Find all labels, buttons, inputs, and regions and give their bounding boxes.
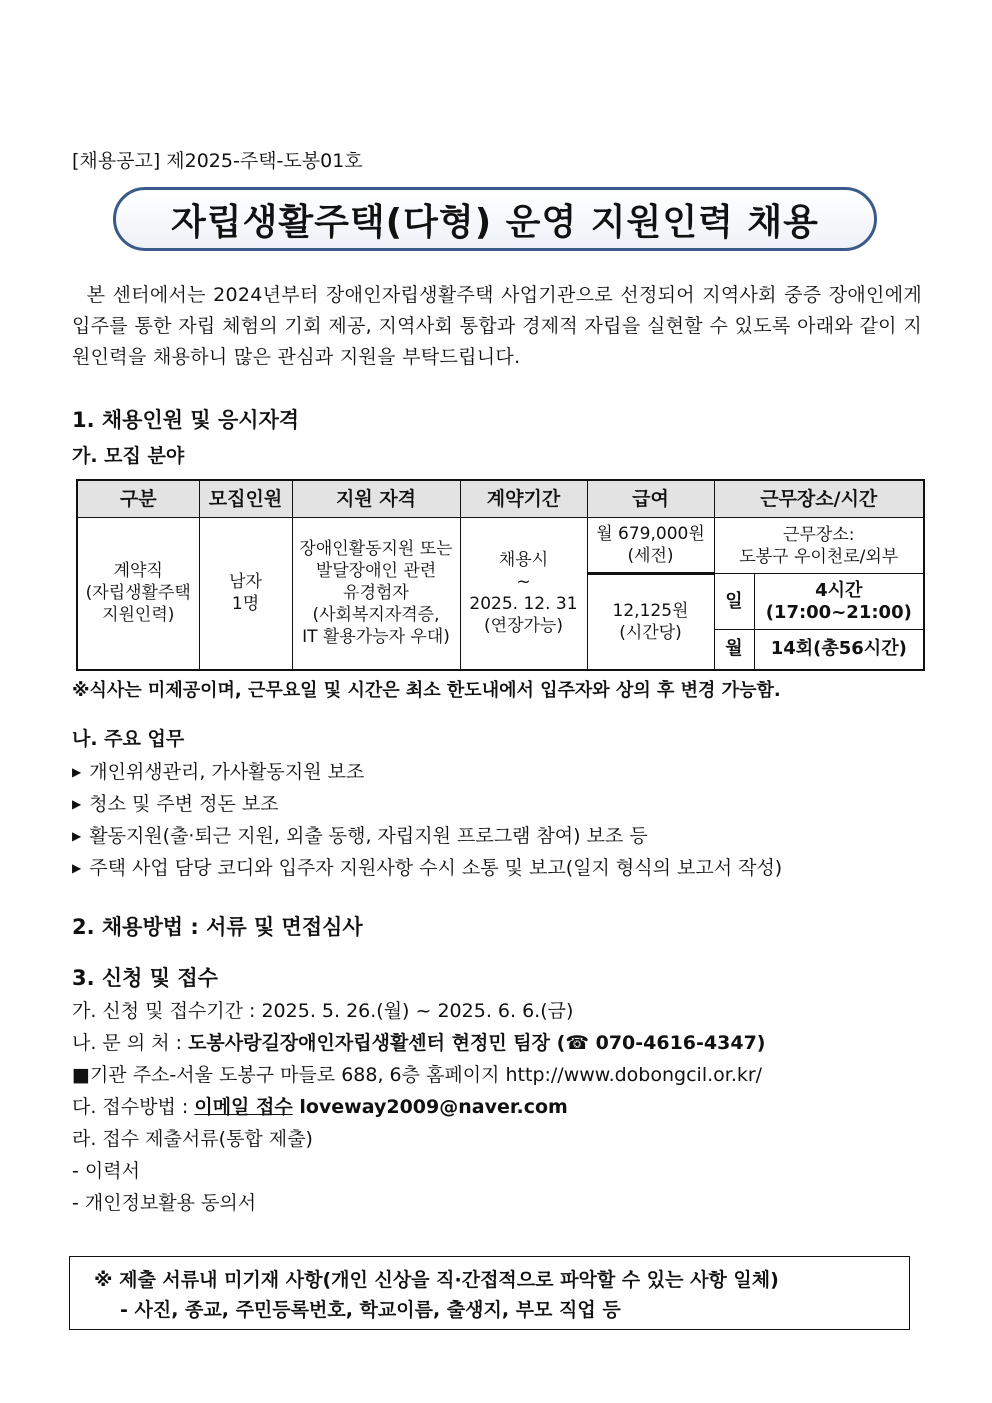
duty-text: 청소 및 주변 정돈 보조 [89,793,279,815]
header-headcount: 모집인원 [199,480,292,518]
triangle-bullet-icon: ▶ [72,765,82,779]
warning-line1: ※ 제출 서류내 미기재 사항(개인 신상을 직·간접적으로 파악할 수 있는 사항 일체) [94,1269,779,1291]
application-details [72,995,765,1219]
title-banner [113,187,877,251]
warning-line2: - 사진, 종교, 주민등록번호, 학교이름, 출생지, 부모 직업 등 [120,1299,621,1321]
cell-salary-monthly: 월 679,000원 (세전) [587,518,714,574]
section1-heading: 1. 채용인원 및 응시자격 [72,408,300,432]
page-title: 자립생활주택(다형) 운영 지원인력 채용 [171,201,819,243]
document-item: - 이력서 [72,1160,140,1182]
cell-qualification: 장애인활동지원 또는 발달장애인 관련 유경험자 (사회복지자격증, IT 활용가능자 우대) [292,518,460,670]
intro-paragraph [72,280,922,373]
contact-label: 나. 문 의 처 : [72,1032,189,1054]
method-value: 이메일 접수 [194,1096,293,1118]
cell-daily-value: 4시간 (17:00~21:00) [754,574,924,630]
list-item [72,852,782,884]
triangle-bullet-icon: ▶ [72,797,82,811]
table-header-row [77,480,924,518]
section3-heading: 3. 신청 및 접수 [72,966,218,990]
header-workplace: 근무장소/시간 [714,480,924,518]
header-qualification: 지원 자격 [292,480,460,518]
cell-daily-label: 일 [714,574,754,630]
contact-line [72,1027,765,1059]
cell-salary-hourly: 12,125원 (시간당) [587,574,714,670]
recruitment-table [76,479,925,671]
application-period: 가. 신청 및 접수기간 : 2025. 5. 26.(월) ~ 2025. 6. 6.(금) [72,1000,574,1022]
contact-value: 도봉사랑길장애인자립생활센터 현정민 팀장 (☎ 070-4616-4347) [188,1032,766,1054]
method-line [72,1091,765,1123]
section1-sub-b: 나. 주요 업무 [72,728,185,750]
method-label: 다. 접수방법 : [72,1096,195,1118]
list-item [72,820,782,852]
triangle-bullet-icon: ▶ [72,829,82,843]
table-row [77,518,924,574]
intro-text: 본 센터에서는 2024년부터 장애인자립생활주택 사업기관으로 선정되어 지역사회 중증 장애인에게 입주를 통한 자립 체험의 기회 제공, 지역사회 통합과 경제적 자립을 실현할 수 있도록 아래와 같이 지원인력을 채용하니 많은 관심과 지원을 부탁드립니다. [72,284,922,368]
cell-contract: 채용시 ~ 2025. 12. 31 (연장가능) [460,518,587,670]
list-item [72,756,782,788]
warning-box [69,1256,910,1330]
cell-headcount: 남자 1명 [199,518,292,670]
section1-sub-a: 가. 모집 분야 [72,445,185,467]
notice-number: [채용공고] 제2025-주택-도봉01호 [72,150,363,172]
header-category: 구분 [77,480,199,518]
cell-workplace: 근무장소: 도봉구 우이천로/외부 [714,518,924,574]
duty-text: 개인위생관리, 가사활동지원 보조 [89,761,365,783]
cell-monthly-value: 14회(총56시간) [754,630,924,670]
duty-list [72,756,782,884]
method-email: loveway2009@naver.com [292,1096,568,1118]
documents-label: 라. 접수 제출서류(통합 제출) [72,1128,313,1150]
triangle-bullet-icon: ▶ [72,861,82,875]
cell-monthly-label: 월 [714,630,754,670]
header-contract: 계약기간 [460,480,587,518]
section2-heading: 2. 채용방법 : 서류 및 면접심사 [72,915,363,939]
duty-text: 주택 사업 담당 코디와 입주자 지원사항 수시 소통 및 보고(일지 형식의 보고서 작성) [89,857,783,879]
document-item: - 개인정보활용 동의서 [72,1192,257,1214]
address-line: ■기관 주소-서울 도봉구 마들로 688, 6층 홈페이지 http://www.dobongcil.or.kr/ [72,1064,763,1086]
duty-text: 활동지원(출·퇴근 지원, 외출 동행, 자립지원 프로그램 참여) 보조 등 [89,825,648,847]
table-note: ※식사는 미제공이며, 근무요일 및 시간은 최소 한도내에서 입주자와 상의 후 변경 가능함. [72,680,781,701]
header-salary: 급여 [587,480,714,518]
cell-category: 계약직 (자립생활주택 지원인력) [77,518,199,670]
list-item [72,788,782,820]
